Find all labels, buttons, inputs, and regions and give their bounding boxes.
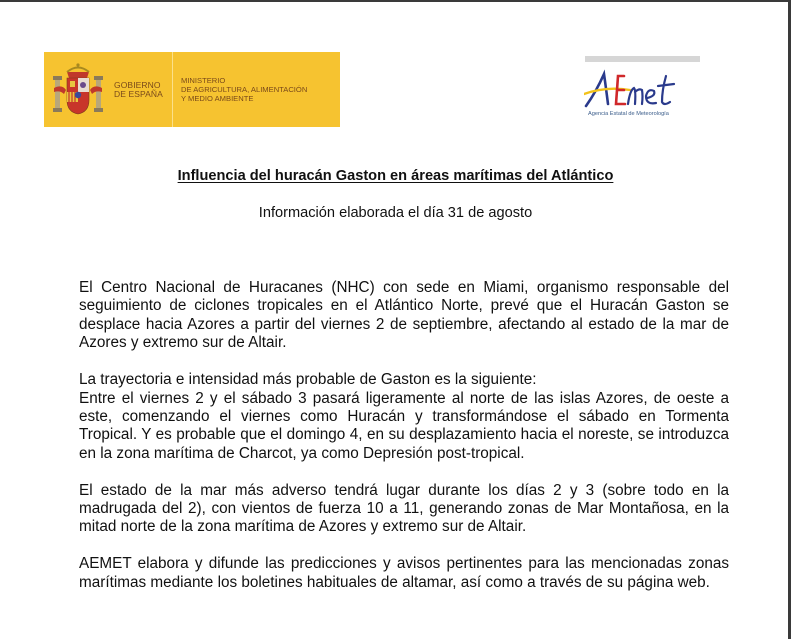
gov-line-2: DE ESPAÑA bbox=[114, 88, 163, 99]
document-body bbox=[79, 279, 729, 611]
gobierno-espana-banner bbox=[44, 52, 340, 127]
ministry-line-1: MINISTERIO bbox=[181, 76, 226, 85]
logo-divider-bar bbox=[585, 56, 700, 62]
document-date: Información elaborada el día 31 de agosto bbox=[258, 205, 533, 221]
coat-of-arms-icon bbox=[52, 62, 104, 118]
gobierno-espana-text bbox=[114, 81, 163, 99]
document-title: Influencia del huracán Gaston en áreas marítimas del Atlántico bbox=[177, 168, 614, 184]
gov-line-1: GOBIERNO bbox=[114, 79, 161, 90]
paragraph-nhc: El Centro Nacional de Huracanes (NHC) con sede en Miami, organismo responsable del seguimiento de ciclones tropicales en el Atlántico Norte, prevé que el Huracán Gaston se desplace hacia Azores a partir del viernes 2 de septiembre, afectando al estado de la mar de Azores y extremo sur de Altair. bbox=[79, 279, 729, 352]
aemet-subtitle: Agencia Estatal de Meteorología bbox=[588, 111, 669, 117]
paragraph-trajectory-detail: Entre el viernes 2 y el sábado 3 pasará ligeramente al norte de las islas Azores, de oeste a este, comenzando el viernes como Huracán y transformándose el sábado en Tormenta Tropical. Y es probable que el domingo 4, en su desplazamiento hacia el noreste, se introduzca en la zona marítima de Charcot, ya como Depresión post-tropical. bbox=[79, 389, 729, 462]
ministry-block bbox=[173, 52, 340, 127]
ministry-text bbox=[181, 76, 307, 103]
gobierno-block bbox=[44, 52, 173, 127]
ministry-line-2: DE AGRICULTURA, ALIMENTACIÓN bbox=[181, 85, 308, 94]
paragraph-aemet-warnings: AEMET elabora y difunde las predicciones y avisos pertinentes para las mencionadas zonas marítimas mediante los boletines habituales de altamar, así como a través de su página web. bbox=[79, 555, 729, 591]
paragraph-trajectory-intro: La trayectoria e intensidad más probable de Gaston es la siguiente: bbox=[79, 371, 537, 389]
aemet-wordmark-icon bbox=[584, 68, 688, 112]
aemet-logo bbox=[584, 54, 702, 124]
ministry-line-3: Y MEDIO AMBIENTE bbox=[181, 94, 254, 103]
paragraph-sea-state: El estado de la mar más adverso tendrá lugar durante los días 2 y 3 (sobre todo en la madrugada del 2), con vientos de fuerza 10 a 11, generando zonas de Mar Montañosa, en la mitad norte de la zona marítima de Azores y extremo sur de Altair. bbox=[79, 481, 729, 536]
